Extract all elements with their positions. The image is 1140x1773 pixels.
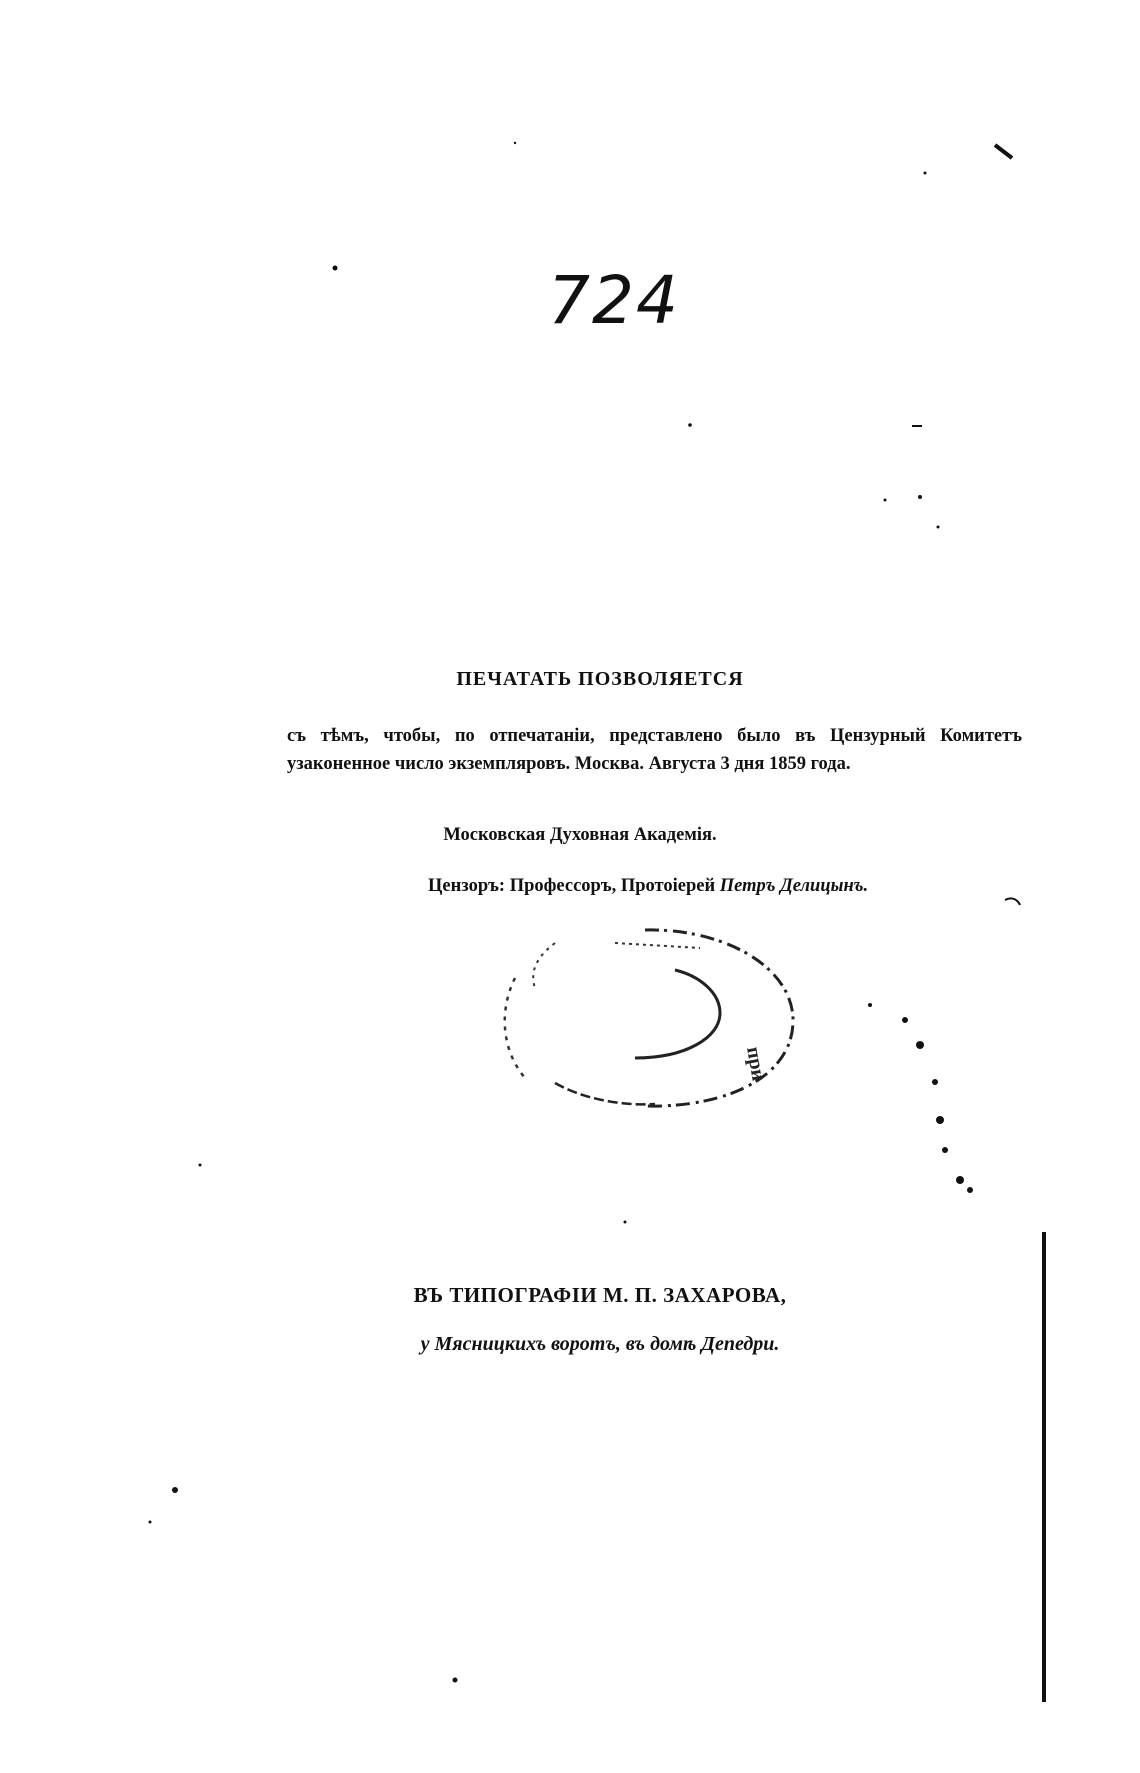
censor-title: Цензоръ: Профессоръ, Протоіерей [428, 876, 716, 896]
library-stamp-icon [495, 918, 815, 1118]
printer-line: ВЪ ТИПОГРАФІИ М. П. ЗАХАРОВА, [413, 1283, 787, 1307]
imprimatur-heading: ПЕЧАТАТЬ ПОЗВОЛЯЕТСЯ [456, 668, 744, 690]
stamp-text: при [742, 1045, 770, 1083]
institution-line: Московская Духовная Академія. [443, 825, 717, 845]
censor-name: Петръ Делицынъ. [719, 876, 869, 896]
permission-text: съ тѣмъ, чтобы, по отпечатаніи, представлено было въ Цензурный Комитетъ узаконенное число экземпляровъ. Москва. Августа 3 дня 1859 года. [287, 726, 1022, 774]
handwritten-page-number: 724 [548, 262, 680, 339]
printer-address: у Мясницкихъ воротъ, въ домѣ Депедри. [420, 1333, 780, 1355]
censor-line [428, 876, 868, 897]
